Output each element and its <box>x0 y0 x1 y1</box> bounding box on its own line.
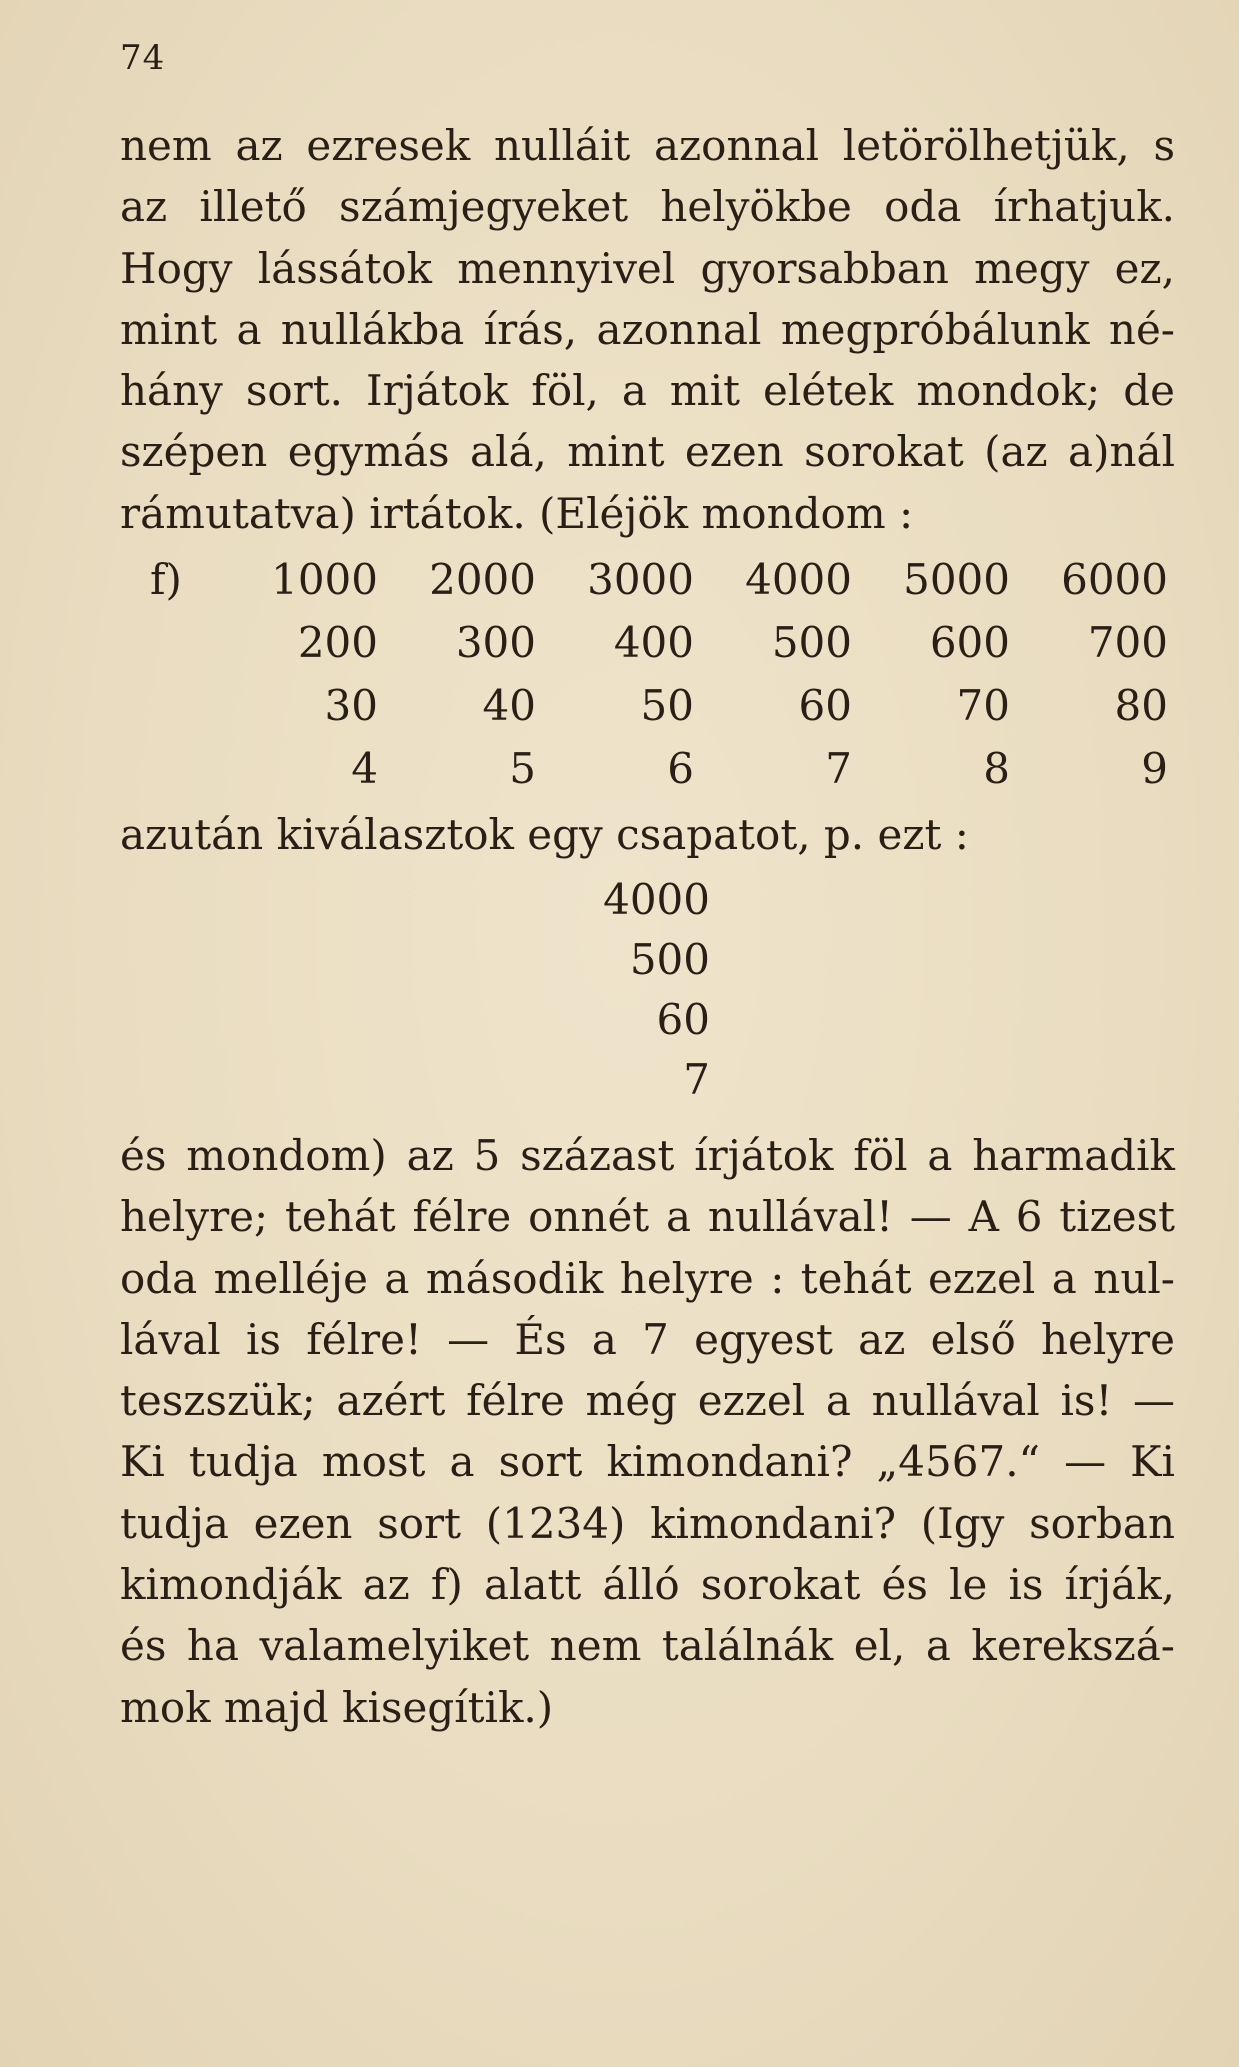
text-line: Hogy lássátok mennyivel gyorsabban megy ez, <box>120 243 1175 293</box>
text-line: szépen egymás alá, mint ezen sorokat (az a)nál <box>120 427 1175 477</box>
table-cell: 60 <box>798 681 852 730</box>
text-line: mok majd kisegítik.) <box>120 1682 554 1732</box>
table-cell: 70 <box>956 681 1010 730</box>
table-label: f) <box>150 555 182 604</box>
selected-numbers-stack <box>560 870 710 1110</box>
table-cell: 4 <box>351 744 378 793</box>
stack-item: 500 <box>629 935 710 984</box>
text-line: lával is félre! — És a 7 egyest az első helyre <box>120 1314 1175 1364</box>
table-cell: 7 <box>825 744 852 793</box>
text-line: az illető számjegyeket helyökbe oda írhatjuk. <box>120 182 1175 232</box>
text-line: mint a nullákba írás, azonnal megpróbálunk né- <box>120 304 1175 354</box>
number-table <box>150 548 1168 800</box>
table-cell: 2000 <box>429 555 536 604</box>
table-cell: 300 <box>455 618 536 667</box>
table-cell: 3000 <box>587 555 694 604</box>
table-cell: 50 <box>640 681 694 730</box>
table-cell: 80 <box>1114 681 1168 730</box>
table-cell: 30 <box>324 681 378 730</box>
table-cell: 5000 <box>903 555 1010 604</box>
text-line: hány sort. Irjátok föl, a mit elétek mondok; de <box>120 366 1175 416</box>
table-cell: 1000 <box>271 555 378 604</box>
stack-item: 60 <box>656 995 710 1044</box>
table-cell: 8 <box>983 744 1010 793</box>
paragraph-1 <box>120 115 1175 544</box>
table-cell: 6 <box>667 744 694 793</box>
table-cell: 200 <box>297 618 378 667</box>
table-cell: 600 <box>929 618 1010 667</box>
text-line: rámutatva) irtátok. (Eléjök mondom : <box>120 488 914 538</box>
text-line: teszszük; azért félre még ezzel a nullával is! — <box>120 1376 1175 1426</box>
table-cell: 4000 <box>745 555 852 604</box>
paragraph-3 <box>120 1125 1175 1738</box>
text-line: és ha valamelyiket nem találnák el, a kerekszá- <box>120 1621 1175 1671</box>
table-cell: 400 <box>613 618 694 667</box>
text-line: oda melléje a második helyre : tehát ezzel a nul- <box>120 1253 1175 1303</box>
text-line: kimondják az f) alatt álló sorokat és le is írják, <box>120 1560 1175 1610</box>
text-line: tudja ezen sort (1234) kimondani? (Igy sorban <box>120 1498 1175 1548</box>
table-cell: 6000 <box>1061 555 1168 604</box>
table-cell: 40 <box>482 681 536 730</box>
table-cell: 500 <box>771 618 852 667</box>
table-cell: 700 <box>1087 618 1168 667</box>
table-row <box>150 737 1168 800</box>
table-row <box>150 611 1168 674</box>
text-line: és mondom) az 5 százast írjátok föl a harmadik <box>120 1131 1175 1180</box>
table-cell: 9 <box>1141 744 1168 793</box>
table-cell: 5 <box>509 744 536 793</box>
table-row <box>150 674 1168 737</box>
stack-item: 4000 <box>603 875 710 924</box>
stack-item: 7 <box>683 1055 710 1104</box>
page-number: 74 <box>120 38 166 78</box>
paragraph-2: azután kiválasztok egy csapatot, p. ezt : <box>120 810 969 859</box>
text-line: nem az ezresek nulláit azonnal letörölhetjük, s <box>120 121 1175 170</box>
table-row <box>150 548 1168 611</box>
text-line: helyre; tehát félre onnét a nullával! — A 6 tizest <box>120 1192 1175 1242</box>
text-line: Ki tudja most a sort kimondani? „4567.“ — Ki <box>120 1437 1175 1487</box>
